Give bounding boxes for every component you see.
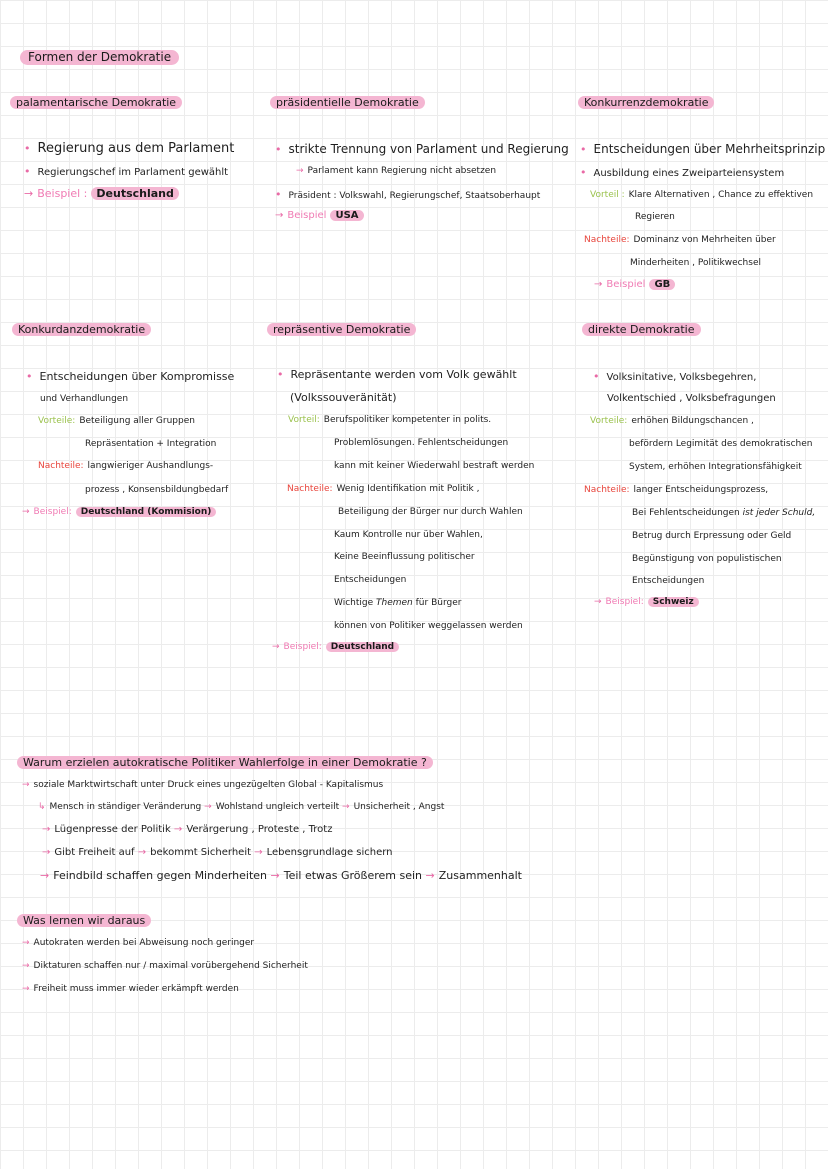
lernen-line-2: → Diktaturen schaffen nur / maximal vorübergehend Sicherheit xyxy=(22,961,308,971)
arrow-icon: → xyxy=(342,802,350,812)
konkord-vorteile: Vorteile: Beteiligung aller Gruppen xyxy=(38,416,195,426)
direkt-nachteile-line: Begünstigung von populistischen xyxy=(632,554,782,564)
rep-vorteil: Vorteil: Berufspolitiker kompetenter in polits. xyxy=(288,415,492,425)
bullet-icon: • xyxy=(24,165,31,178)
rep-nachteile-wichtige: Wichtige Themen für Bürger xyxy=(334,598,462,608)
warum-line-4: → Gibt Freiheit auf → bekommt Sicherheit → Lebensgrundlage sichern xyxy=(42,847,393,858)
arrow-icon: → xyxy=(24,187,34,200)
konkord-bullet-1: • Entscheidungen über Kompromisse xyxy=(26,370,235,383)
praes-bullet-1: • strikte Trennung von Parlament und Regierung xyxy=(275,142,569,156)
direkt-beispiel: → Beispiel: Schweiz xyxy=(594,597,699,607)
question-warum: Warum erzielen autokratische Politiker Wahlerfolge in einer Demokratie ? xyxy=(17,756,433,769)
konk-vorteil-cont: Regieren xyxy=(635,212,675,222)
arrow-icon: → xyxy=(272,642,280,652)
arrow-icon: → xyxy=(22,507,30,517)
bullet-icon: • xyxy=(580,166,587,179)
rep-bullet-1: • Repräsentante werden vom Volk gewählt xyxy=(277,368,517,381)
heading-konkurrenz: Konkurrenzdemokratie xyxy=(578,96,714,109)
lernen-line-1: → Autokraten werden bei Abweisung noch geringer xyxy=(22,938,255,948)
rep-vorteil-line: Problemlösungen. Fehlentscheidungen xyxy=(334,438,509,448)
direkt-bullet-1-cont: Volkentschied , Volksbefragungen xyxy=(607,393,776,404)
direkt-vorteile-line: befördern Legimität des demokratischen xyxy=(629,439,813,449)
arrow-icon: → xyxy=(22,984,30,994)
direkt-vorteile-line: System, erhöhen Integrationsfähigkeit xyxy=(629,462,802,472)
rep-bullet-1-cont: (Volkssouveränität) xyxy=(290,391,397,404)
warum-line-1: → soziale Marktwirtschaft unter Druck eines ungezügelten Global - Kapitalismus xyxy=(22,780,384,790)
konk-nachteile: Nachteile: Dominanz von Mehrheiten über xyxy=(584,235,776,245)
bullet-icon: • xyxy=(593,370,600,383)
rep-nachteile: Nachteile: Wenig Identifikation mit Politik , xyxy=(287,484,480,494)
konk-bullet-1: • Entscheidungen über Mehrheitsprinzip xyxy=(580,142,826,156)
arrow-icon: → xyxy=(40,869,50,882)
rep-beispiel: → Beispiel: Deutschland xyxy=(272,642,399,652)
direkt-nachteile-line: Betrug durch Erpressung oder Geld xyxy=(632,531,792,541)
praes-beispiel: → Beispiel USA xyxy=(275,210,364,221)
arrow-icon: → xyxy=(42,847,51,858)
konk-bullet-2: • Ausbildung eines Zweiparteiensystem xyxy=(580,166,785,179)
praes-sub: → Parlament kann Regierung nicht absetzen xyxy=(296,166,497,176)
rep-vorteil-line: kann mit keiner Wiederwahl bestraft werden xyxy=(334,461,535,471)
arrow-icon: → xyxy=(594,597,602,607)
arrow-icon: → xyxy=(594,279,603,290)
warum-line-5: → Feindbild schaffen gegen Minderheiten → Teil etwas Größerem sein → Zusammenhalt xyxy=(40,869,522,882)
arrow-icon: → xyxy=(270,869,280,882)
rep-nachteile-line: Keine Beeinflussung politischer xyxy=(334,552,475,562)
konkord-bullet-1-cont: und Verhandlungen xyxy=(40,394,129,404)
lernen-line-3: → Freiheit muss immer wieder erkämpft werden xyxy=(22,984,239,994)
arrow-icon: → xyxy=(204,802,212,812)
konk-beispiel: → Beispiel GB xyxy=(594,279,675,290)
rep-nachteile-line: Entscheidungen xyxy=(334,575,407,585)
arrow-icon: → xyxy=(137,847,147,858)
arrow-icon: → xyxy=(42,824,51,835)
rep-nachteile-line: Kaum Kontrolle nur über Wahlen, xyxy=(334,530,483,540)
bullet-icon: • xyxy=(26,370,33,383)
arrow-icon: → xyxy=(425,869,435,882)
konkord-nachteile: Nachteile: langwieriger Aushandlungs- xyxy=(38,461,214,471)
heading-konkordanz: Konkurdanzdemokratie xyxy=(12,323,151,336)
direkt-vorteile: Vorteile: erhöhen Bildungschancen , xyxy=(590,416,754,426)
direkt-bullet-1: • Volksinitative, Volksbegehren, xyxy=(593,370,757,383)
konk-vorteil: Vorteil : Klare Alternativen , Chance zu effektiven xyxy=(590,190,814,200)
arrow-icon: → xyxy=(275,210,284,221)
bullet-icon: • xyxy=(275,188,282,201)
parl-beispiel: → Beispiel : Deutschland xyxy=(24,187,179,200)
arrow-icon: → xyxy=(22,780,30,790)
bullet-icon: • xyxy=(275,143,282,156)
bullet-icon: • xyxy=(580,143,587,156)
direkt-nachteile-line: Entscheidungen xyxy=(632,576,705,586)
arrow-icon: → xyxy=(22,961,30,971)
direkt-nachteile-schuld: Bei Fehlentscheidungen ist jeder Schuld, xyxy=(632,508,816,518)
warum-line-2: ↳ Mensch in ständiger Veränderung → Wohlstand ungleich verteilt → Unsicherheit , Angst xyxy=(38,802,445,812)
heading-repraesentativ: repräsentive Demokratie xyxy=(267,323,416,336)
arrow-icon: → xyxy=(254,847,263,858)
page-title: Formen der Demokratie xyxy=(20,50,179,65)
heading-parlamentarisch: palamentarische Demokratie xyxy=(10,96,182,109)
arrow-icon: → xyxy=(22,938,30,948)
heading-lernen: Was lernen wir daraus xyxy=(17,914,151,927)
rep-nachteile-line: Beteiligung der Bürger nur durch Wahlen xyxy=(338,507,523,517)
konkord-beispiel: → Beispiel: Deutschland (Kommision) xyxy=(22,507,216,517)
direkt-nachteile: Nachteile: langer Entscheidungsprozess, xyxy=(584,485,769,495)
konk-nachteile-cont: Minderheiten , Politikwechsel xyxy=(630,258,761,268)
parl-bullet-2: • Regierungschef im Parlament gewählt xyxy=(24,165,229,178)
konkord-nachteile-cont: prozess , Konsensbildungbedarf xyxy=(85,485,229,495)
arrow-icon: → xyxy=(296,166,304,176)
corner-arrow-icon: ↳ xyxy=(38,802,46,812)
parl-bullet-1: • Regierung aus dem Parlament xyxy=(24,141,235,156)
heading-praesidentiell: präsidentielle Demokratie xyxy=(270,96,425,109)
praes-bullet-2: • Präsident : Volkswahl, Regierungschef, Staatsoberhaupt xyxy=(275,188,541,201)
rep-nachteile-line: können von Politiker weggelassen werden xyxy=(334,621,523,631)
warum-line-3: → Lügenpresse der Politik → Verärgerung , Proteste , Trotz xyxy=(42,824,333,835)
heading-direkt: direkte Demokratie xyxy=(582,323,701,336)
konkord-vorteile-cont: Repräsentation + Integration xyxy=(85,439,217,449)
bullet-icon: • xyxy=(24,142,31,155)
arrow-icon: → xyxy=(173,824,183,835)
bullet-icon: • xyxy=(277,368,284,381)
